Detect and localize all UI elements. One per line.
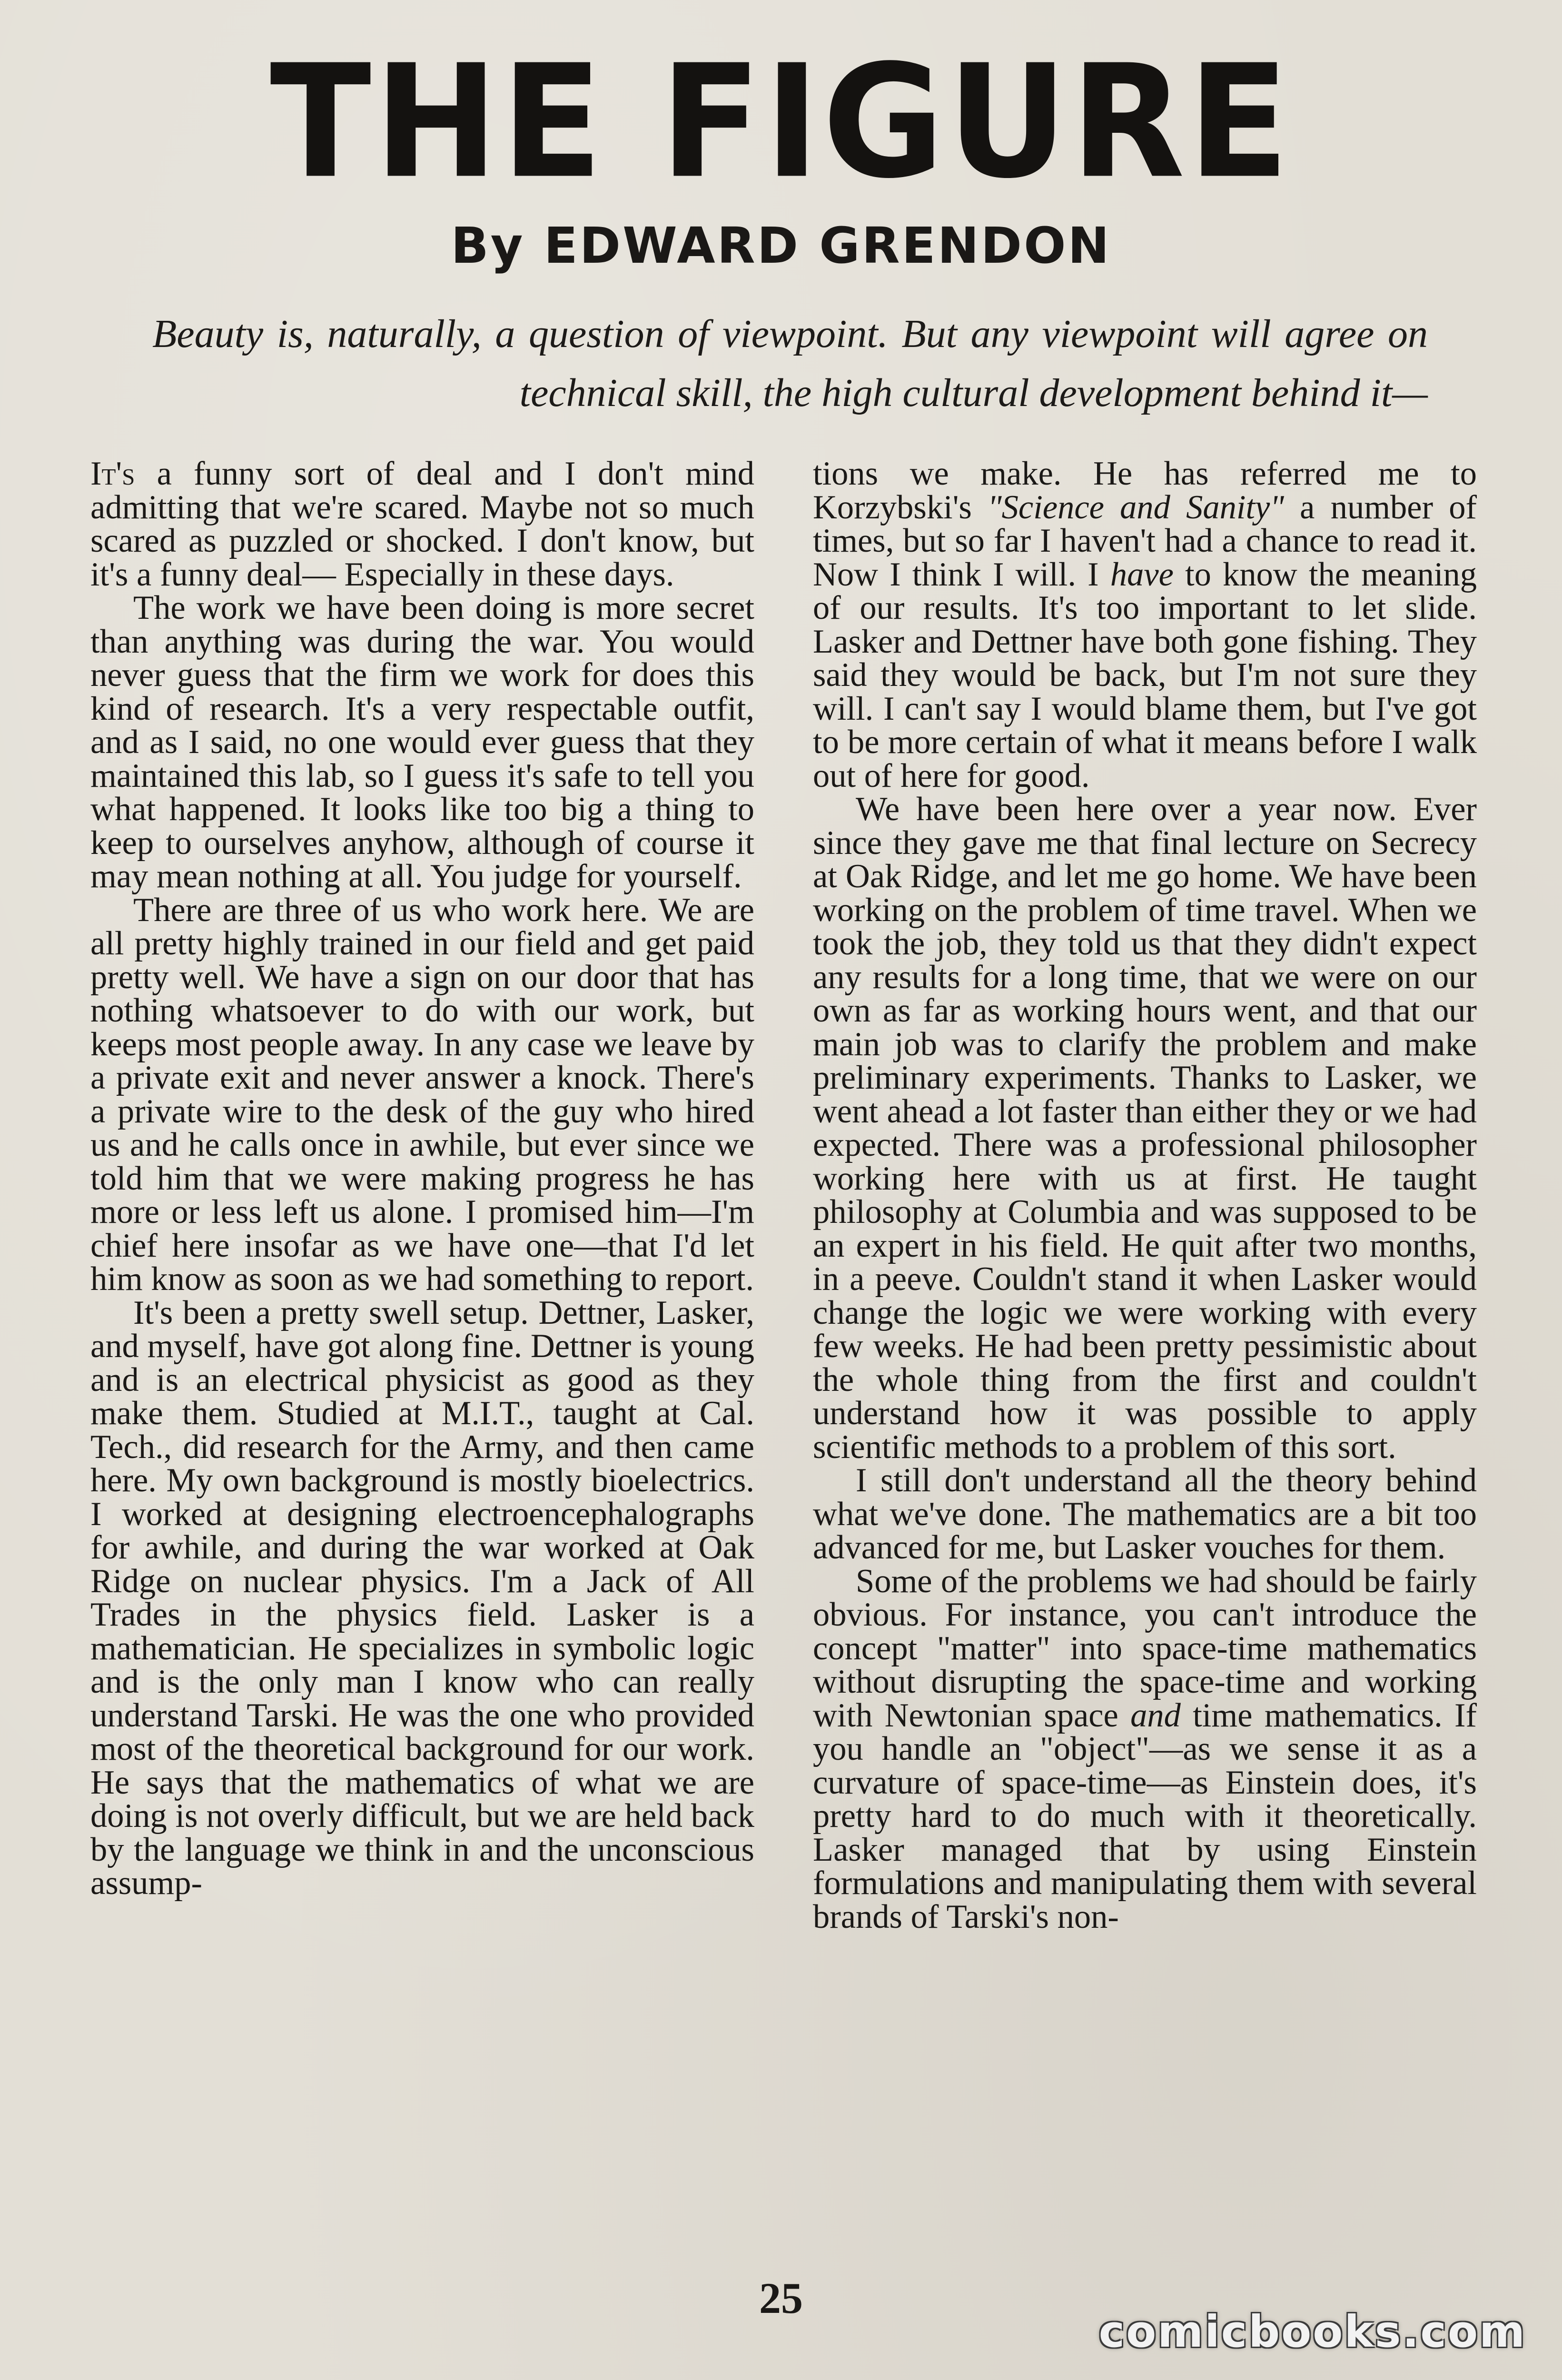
paragraph: We have been here over a year now. Ever since they gave me that final lecture on Secrecy at Oak Ridge, and let me go home. We have been working on the problem of time travel. When we took the job, they told us that they didn't expect any results for a long time, that we were on our own as far as working hours went, and that our main job was to clarify the problem and make preliminary experiments. Thanks to Lasker, we went ahead a lot faster than either they or we had expected. There was a professional philosopher working here with us at first. He taught philosophy at Columbia and was supposed to be an expert in his field. He quit after two months, in a peeve. Couldn't stand it when Lasker would change the logic we were working with every few weeks. He had been pretty pessimistic about the whole thing from the first and couldn't understand how it was possible to apply scientific methods to a problem of this sort. (813, 791, 1477, 1466)
text-column-left (90, 457, 754, 2290)
byline (0, 217, 1562, 275)
byline-author: EDWARD GRENDON (544, 217, 1111, 275)
paragraph (813, 457, 1477, 793)
paragraph-text: a funny sort of deal and I don't mind admitting that we're scared. Maybe not so much scared as puzzled or shocked. I don't know, but it's a funny deal— Especially in these days. (90, 457, 754, 593)
paragraph: There are three of us who work here. We are all pretty highly trained in our field and get paid pretty well. We have a sign on our door that has nothing whatsoever to do with our work, but keeps most people away. In any case we leave by a private exit and never answer a knock. There's a private wire to the desk of the guy who hired us and he calls once in awhile, but ever since we told him that we were making progress he has more or less left us alone. I promised him—I'm chief here insofar as we have one—that I'd let him know as soon as we had something to report. (90, 891, 754, 1298)
byline-by: By (451, 217, 525, 275)
paragraph-text: tions we make. He has referred me to Korzybski's (813, 457, 1477, 526)
paragraph: It's been a pretty swell setup. Dettner, Lasker, and myself, have got along fine. Dettner is young and is an electrical physicist as good as they make them. Studied at M.I.T., taught at Cal. Tech., did research for the Army, and then came here. My own background is mostly bioelectrics. I worked at designing electroencephalographs for awhile, and during the war worked at Oak Ridge on nuclear physics. I'm a Jack of All Trades in the physics field. Lasker is a mathematician. He specializes in symbolic logic and is the only man I know who can really understand Tarski. He was the one who provided most of the theoretical background for our work. He says that the mathematics of what we are doing is not overly difficult, but we are held back by the language we think in and the unconscious assump- (90, 1294, 754, 1902)
story-title: THE FIGURE (270, 30, 1292, 213)
paragraph-text: Some of the problems we had should be fairly obvious. For instance, you can't introduce the concept "matter" into space-time mathematics without disrupting the space-time and working with Newtonian space (813, 1562, 1477, 1734)
text-column-right (813, 457, 1477, 2290)
story-blurb: Beauty is, naturally, a question of viewpoint. But any viewpoint will agree on technical skill, the high cultural development behind it— (152, 312, 1428, 415)
paragraph-text: time mathematics. If you handle an "object"—as we sense it as a curvature of space-time—as Einstein does, it's pretty hard to do much with it theoretically. Lasker managed that by using Einstein formulations and manipulating them with several brands of Tarski's non- (813, 1696, 1477, 1935)
page-number: 25 (759, 2274, 803, 2322)
paragraph: I still don't understand all the theory behind what we've done. The mathematics are a bit too advanced for me, but Lasker vouches for them. (813, 1462, 1477, 1566)
book-title: "Science and Sanity" (988, 488, 1284, 526)
paragraph (813, 1562, 1477, 1935)
paragraph (90, 457, 754, 591)
emphasis: and (1130, 1696, 1181, 1734)
paragraph: The work we have been doing is more secret than anything was during the war. You would never guess that the firm we work for does this kind of research. It's a very respectable outfit, and as I said, no one would ever guess that they maintained this lab, so I guess it's safe to tell you what happened. It looks like too big a thing to keep to ourselves anyhow, although of course it may mean nothing at all. You judge for yourself. (90, 589, 754, 895)
paragraph-text: a number of times, but so far I haven't had a chance to read it. Now I think I will. I (813, 488, 1477, 593)
emphasis: have (1110, 555, 1174, 593)
paragraph-text: to know the meaning of our results. It's too important to let slide. Lasker and Dettner have both gone fishing. They said they would be back, but I'm not sure they will. I can't say I would blame them, but I've got to be more certain of what it means before I walk out of here for good. (813, 555, 1477, 794)
site-watermark: comicbooks.com (1098, 2306, 1526, 2357)
opening-word: It's (90, 457, 135, 492)
